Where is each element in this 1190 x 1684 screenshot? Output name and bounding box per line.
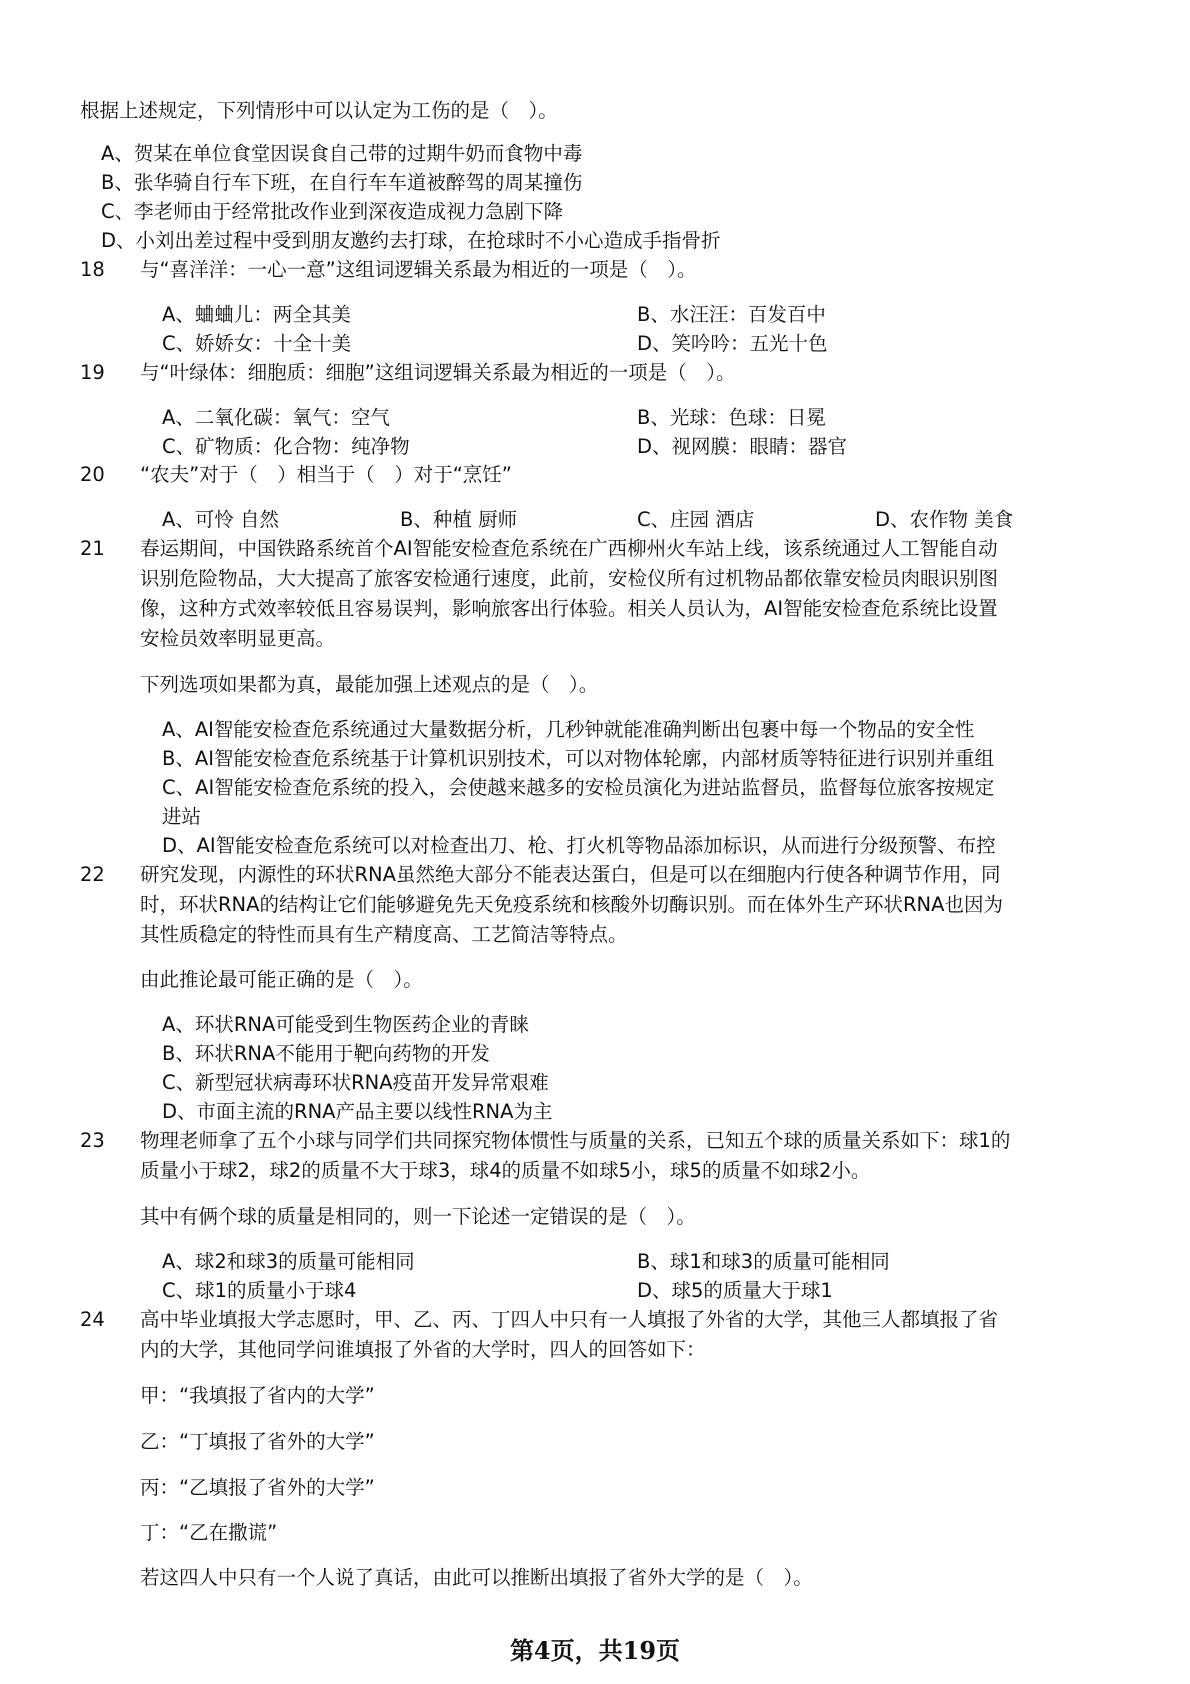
q22-option-a: A、环状RNA可能受到生物医药企业的青睐 [162,1013,529,1036]
q21-question: 下列选项如果都为真，最能加强上述观点的是（ ）。 [140,673,599,696]
q17-option-c: C、李老师由于经常批改作业到深夜造成视力急剧下降 [101,200,564,223]
q22-option-d: D、市面主流的RNA产品主要以线性RNA为主 [162,1100,553,1123]
q24-paragraph-line: 内的大学，其他同学问谁填报了外省的大学时，四人的回答如下： [140,1338,706,1361]
q20-number: 20 [80,463,105,486]
q19-number: 19 [80,361,105,384]
page-number-footer: 第4页，共19页 [509,1636,681,1665]
q21-paragraph-line: 安检员效率明显更高。 [140,627,336,650]
q22-paragraph-line: 研究发现，内源性的环状RNA虽然绝大部分不能表达蛋白，但是可以在细胞内行使各种调节作用，同 [140,863,1001,886]
q22-option-b: B、环状RNA不能用于靶向药物的开发 [162,1042,490,1065]
q19-option-a: A、二氧化碳：氧气：空气 [162,406,390,429]
q19-option-c: C、矿物质：化合物：纯净物 [162,435,410,458]
q21-number: 21 [80,537,105,560]
q20-option-b: B、种植 厨师 [400,508,518,531]
q19-stem: 与“叶绿体：细胞质：细胞”这组词逻辑关系最为相近的一项是（ ）。 [140,361,736,384]
q23-option-d: D、球5的质量大于球1 [637,1279,833,1302]
q21-paragraph-line: 像，这种方式效率较低且容易误判，影响旅客出行体验。相关人员认为，AI智能安检查危系统比设置 [140,597,998,620]
q21-paragraph-line: 春运期间，中国铁路系统首个AI智能安检查危系统在广西柳州火车站上线，该系统通过人工智能自动 [140,537,998,560]
q21-option-d: D、AI智能安检查危系统可以对检查出刀、枪、打火机等物品添加标识，从而进行分级预警、布控 [162,834,996,857]
q17-option-a: A、贺某在单位食堂因误食自己带的过期牛奶而食物中毒 [101,142,583,165]
q17-option-d: D、小刘出差过程中受到朋友邀约去打球，在抢球时不小心造成手指骨折 [101,229,721,252]
q23-option-c: C、球1的质量小于球4 [162,1279,357,1302]
q18-stem: 与“喜洋洋：一心一意”这组词逻辑关系最为相近的一项是（ ）。 [140,258,697,281]
q22-question: 由此推论最可能正确的是（ ）。 [140,968,423,991]
q19-option-b: B、光球：色球：日冕 [637,406,826,429]
q22-paragraph-line: 其性质稳定的特性而具有生产精度高、工艺简洁等特点。 [140,923,628,946]
q20-option-a: A、可怜 自然 [162,508,280,531]
q24-statement-ding: 丁：“乙在撒谎” [140,1521,278,1544]
q18-option-d: D、笑吟吟：五光十色 [637,332,828,355]
q23-number: 23 [80,1129,105,1152]
q24-question: 若这四人中只有一个人说了真话，由此可以推断出填报了省外大学的是（ ）。 [140,1566,813,1589]
q21-paragraph-line: 识别危险物品，大大提高了旅客安检通行速度，此前，安检仪所有过机物品都依靠安检员肉眼识别图 [140,567,999,590]
q21-option-c-continued: 进站 [162,805,202,828]
q22-option-c: C、新型冠状病毒环状RNA疫苗开发异常艰难 [162,1071,549,1094]
q20-stem: “农夫”对于（ ）相当于（ ）对于“烹饪” [140,463,512,486]
q24-statement-jia: 甲：“我填报了省内的大学” [140,1384,375,1407]
q24-statement-bing: 丙：“乙填报了省外的大学” [140,1476,375,1499]
q18-option-b: B、水汪汪：百发百中 [637,303,826,326]
q18-option-c: C、娇娇女：十全十美 [162,332,352,355]
q23-question: 其中有俩个球的质量是相同的，则一下论述一定错误的是（ ）。 [140,1205,696,1228]
q20-option-c: C、庄园 酒店 [637,508,755,531]
q18-number: 18 [80,258,105,281]
q21-option-c: C、AI智能安检查危系统的投入，会使越来越多的安检员演化为进站监督员，监督每位旅客按规定 [162,776,995,799]
q17-option-b: B、张华骑自行车下班，在自行车车道被醉驾的周某撞伤 [101,171,583,194]
q19-option-d: D、视网膜：眼睛：器官 [637,435,848,458]
q23-paragraph-line: 质量小于球2，球2的质量不大于球3，球4的质量不如球5小，球5的质量不如球2小。 [140,1159,871,1182]
q21-option-a: A、AI智能安检查危系统通过大量数据分析，几秒钟就能准确判断出包裹中每一个物品的安全性 [162,718,975,741]
q23-option-a: A、球2和球3的质量可能相同 [162,1250,415,1273]
q22-paragraph-line: 时，环状RNA的结构让它们能够避免先天免疫系统和核酸外切酶识别。而在体外生产环状RNA也因为 [140,893,1003,916]
q20-option-d: D、农作物 美食 [875,508,1014,531]
q22-number: 22 [80,863,105,886]
q23-option-b: B、球1和球3的质量可能相同 [637,1250,890,1273]
q23-paragraph-line: 物理老师拿了五个小球与同学们共同探究物体惯性与质量的关系，已知五个球的质量关系如下：球1的 [140,1129,1011,1152]
q24-paragraph-line: 高中毕业填报大学志愿时，甲、乙、丙、丁四人中只有一人填报了外省的大学，其他三人都填报了省 [140,1308,999,1331]
q18-option-a: A、蛐蛐儿：两全其美 [162,303,351,326]
q17-question: 根据上述规定，下列情形中可以认定为工伤的是（ ）。 [80,99,558,122]
q21-option-b: B、AI智能安检查危系统基于计算机识别技术，可以对物体轮廓，内部材质等特征进行识别并重组 [162,747,994,770]
q24-statement-yi: 乙：“丁填报了省外的大学” [140,1430,375,1453]
q24-number: 24 [80,1308,105,1331]
